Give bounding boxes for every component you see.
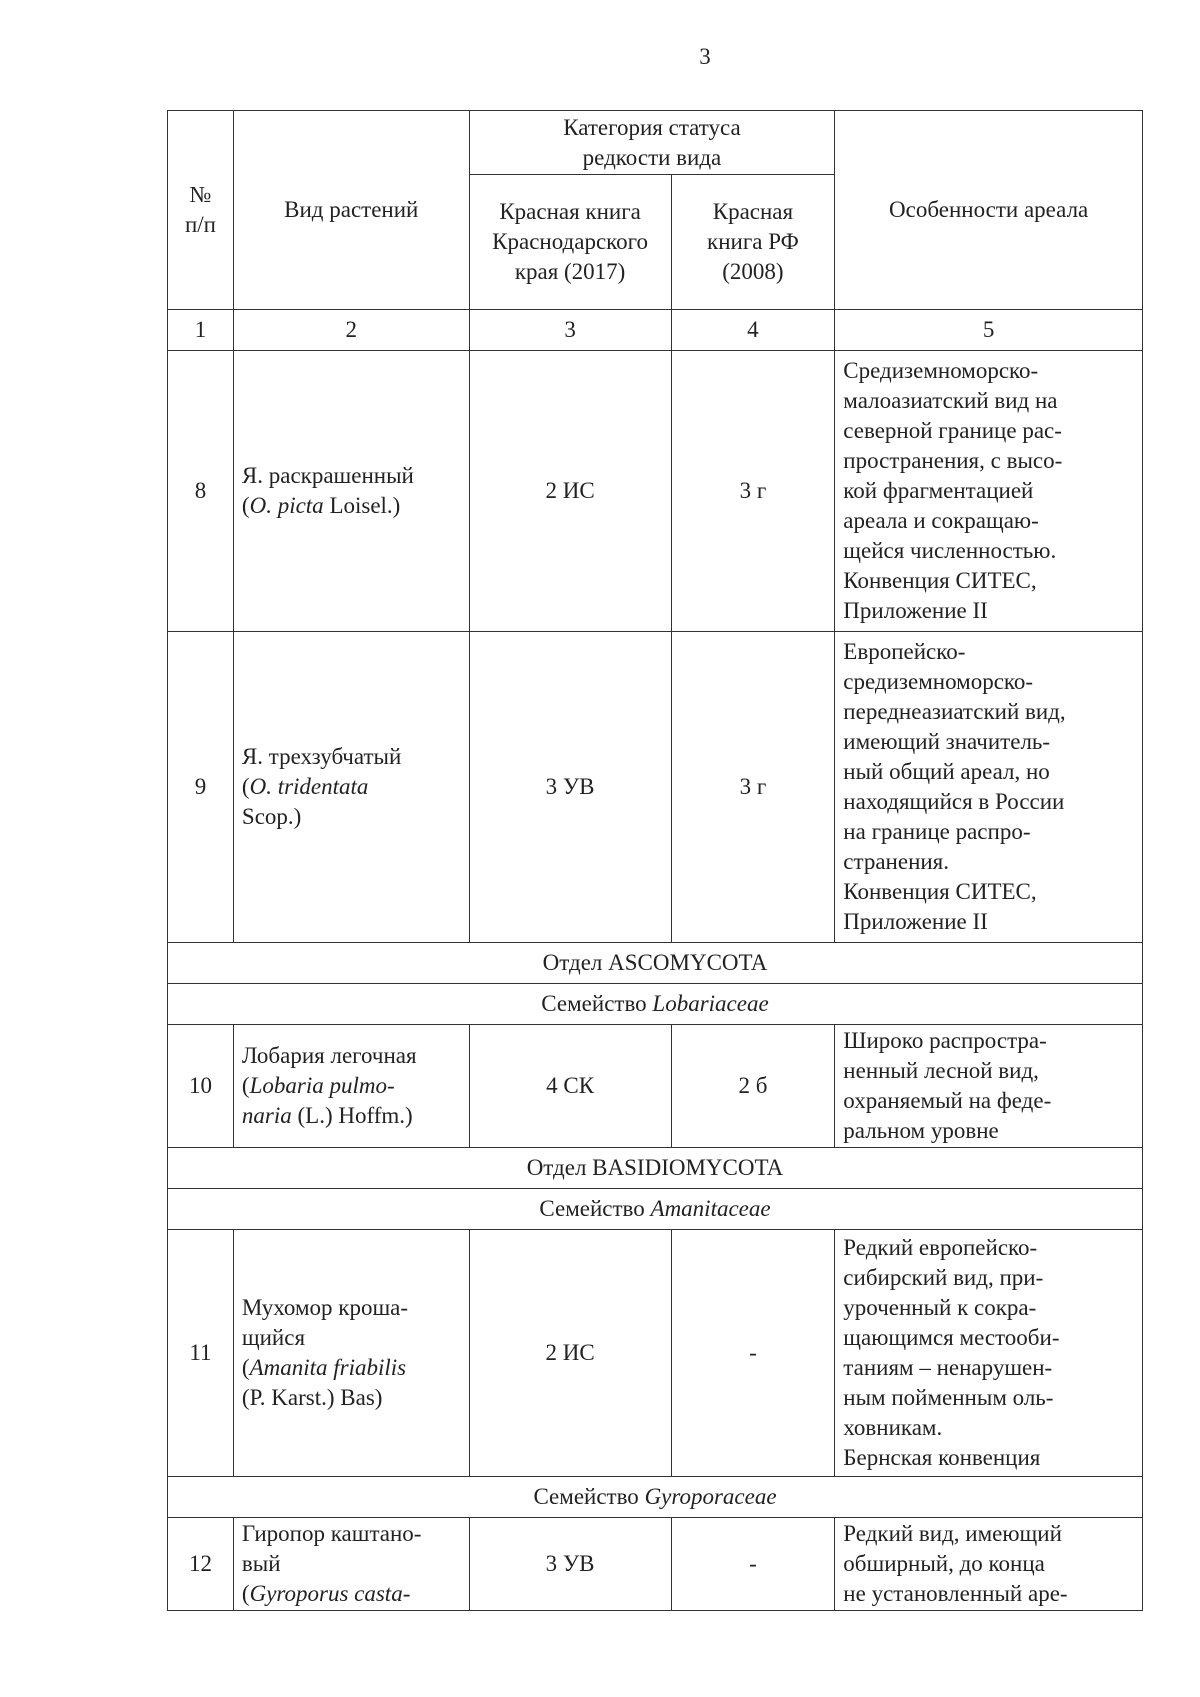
family-name: Gyroporaceae: [644, 1484, 777, 1509]
family-label: Семейство: [541, 991, 653, 1016]
page-number: 3: [699, 44, 711, 69]
species-common-name: Я. раскрашенный: [241, 463, 414, 488]
header-kk: Красная книга Краснодарского края (2017): [469, 175, 671, 310]
species-name: [233, 1518, 469, 1611]
status-rf: -: [671, 1230, 835, 1477]
family-gyroporaceae: [168, 1477, 1143, 1518]
family-name: Lobariaceae: [652, 991, 769, 1016]
header-category: Категория статуса редкости вида: [469, 111, 835, 175]
species-latin-name: Gyroporus casta-: [249, 1581, 411, 1606]
range-description: Редкий вид, имеющий обширный, до конца не установленный аре-: [835, 1518, 1143, 1611]
col-number: 2: [233, 310, 469, 351]
status-rf: -: [671, 1518, 835, 1611]
species-latin-name: O. picta: [249, 493, 324, 518]
col-number: 1: [168, 310, 234, 351]
col-number: 3: [469, 310, 671, 351]
status-rf: 2 б: [671, 1025, 835, 1148]
row-num: 11: [168, 1230, 234, 1477]
latin-paren: (: [241, 774, 250, 799]
latin-paren: (: [241, 493, 250, 518]
status-kk: 3 УВ: [469, 632, 671, 943]
header-rf: Красная книга РФ (2008): [671, 175, 835, 310]
family-label: Семейство: [539, 1196, 651, 1221]
table-row: [168, 351, 1143, 632]
species-name: [233, 632, 469, 943]
range-description: Средиземноморско- малоазиатский вид на северной границе рас- пространения, с высо- кой фрагментацией ареала и сокращаю- щейся численностью. Конвенция СИТЕС, Приложение II: [835, 351, 1143, 632]
family-row: [168, 1477, 1143, 1518]
species-author: (L.) Hoffm.): [291, 1103, 413, 1128]
species-latin-name: Lobaria pulmo- naria: [241, 1073, 395, 1128]
species-common-name: Я. трехзубчатый: [241, 744, 402, 769]
range-description: Широко распростра- ненный лесной вид, охраняемый на феде- ральном уровне: [835, 1025, 1143, 1148]
division-ascomycota: Отдел ASCOMYCOTA: [168, 943, 1143, 984]
header-species: Вид растений: [233, 111, 469, 310]
status-rf: 3 г: [671, 632, 835, 943]
header-row-1: [168, 111, 1143, 175]
family-amanitaceae: [168, 1189, 1143, 1230]
family-label: Семейство: [533, 1484, 645, 1509]
range-description: Редкий европейско- сибирский вид, при- уроченный к сокра- щающимся местооби- таниям – ненарушен- ным пойменным оль- ховникам. Бернская конвенция: [835, 1230, 1143, 1477]
division-basidiomycota: Отдел BASIDIOMYCOTA: [168, 1148, 1143, 1189]
family-name: Amanitaceae: [650, 1196, 771, 1221]
row-num: 10: [168, 1025, 234, 1148]
status-rf: 3 г: [671, 351, 835, 632]
family-row: [168, 984, 1143, 1025]
species-common-name: Мухомор кроша- щийся: [241, 1295, 409, 1350]
row-num: 8: [168, 351, 234, 632]
row-num: 9: [168, 632, 234, 943]
table-row: [168, 632, 1143, 943]
status-kk: 2 ИС: [469, 351, 671, 632]
column-numbers-row: [168, 310, 1143, 351]
table-row: [168, 1230, 1143, 1477]
species-latin-name: O. tridentata: [249, 774, 369, 799]
species-common-name: Лобария легочная: [241, 1043, 417, 1068]
status-kk: 2 ИС: [469, 1230, 671, 1477]
species-latin-name: Amanita friabilis: [249, 1355, 407, 1380]
table-row: [168, 1518, 1143, 1611]
col-number: 5: [835, 310, 1143, 351]
row-num: 12: [168, 1518, 234, 1611]
species-author: Scop.): [241, 804, 302, 829]
division-row: [168, 1148, 1143, 1189]
latin-paren: (: [241, 1581, 250, 1606]
header-range: Особенности ареала: [835, 111, 1143, 310]
species-author: Loisel.): [323, 493, 401, 518]
range-description: Европейско- средиземноморско- переднеазиатский вид, имеющий значитель- ный общий ареал, но находящийся в России на границе распро- странения. Конвенция СИТЕС, Приложение II: [835, 632, 1143, 943]
species-author: (P. Karst.) Bas): [241, 1385, 383, 1410]
species-common-name: Гиропор каштано- вый: [241, 1521, 422, 1576]
table-row: [168, 1025, 1143, 1148]
division-row: [168, 943, 1143, 984]
species-name: [233, 1230, 469, 1477]
latin-paren: (: [241, 1355, 250, 1380]
status-kk: 3 УВ: [469, 1518, 671, 1611]
rare-species-table: [167, 110, 1143, 1611]
header-num: № п/п: [168, 111, 234, 310]
species-name: [233, 351, 469, 632]
latin-paren: (: [241, 1073, 250, 1098]
species-name: [233, 1025, 469, 1148]
status-kk: 4 СК: [469, 1025, 671, 1148]
col-number: 4: [671, 310, 835, 351]
family-lobariaceae: [168, 984, 1143, 1025]
family-row: [168, 1189, 1143, 1230]
